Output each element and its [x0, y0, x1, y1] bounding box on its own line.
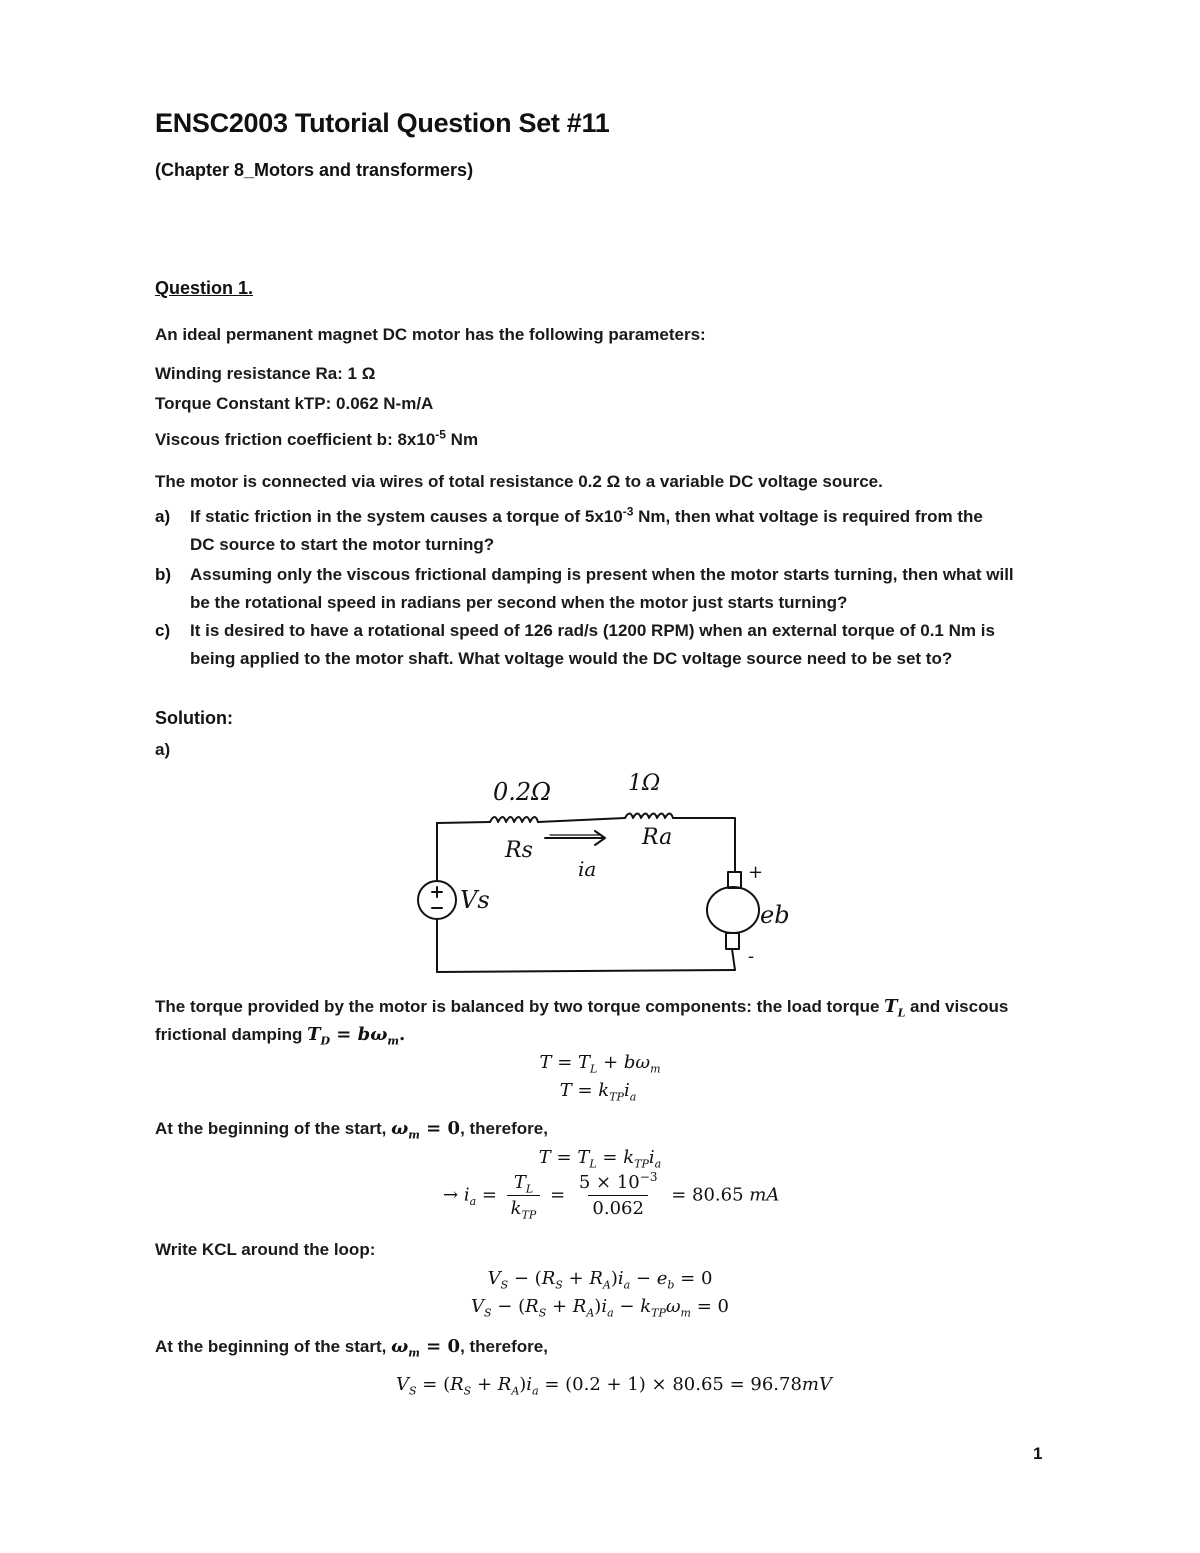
rs-value-label: 0.2Ω: [493, 778, 552, 806]
torque-balance-text: The torque provided by the motor is balanced by two torque components: the load torque: [155, 997, 880, 1016]
start-condition-2: At the beginning of the start, $\omega_m = 0$, therefore,: [155, 1336, 548, 1360]
top-wire-middle: [538, 818, 625, 822]
document-subtitle: (Chapter 8_Motors and transformers): [155, 160, 474, 180]
param-torque-constant: Torque Constant kTP: 0.062 N-m/A: [155, 394, 434, 413]
item-a-exponent: -3: [622, 504, 634, 519]
current-result: 80.65: [692, 1184, 744, 1206]
equation-static-torque: $T = T_L = k_{TP}i_a$: [538, 1147, 662, 1171]
source-label: Vs: [460, 886, 490, 914]
item-b-line1: Assuming only the viscous frictional damping is present when the motor starts turning, then what will: [190, 565, 1014, 584]
rs-resistor: [490, 817, 538, 822]
question-connection: The motor is connected via wires of total resistance 0.2 Ω to a variable DC voltage source.: [155, 472, 883, 491]
start-condition-1: At the beginning of the start, $\omega_m = 0$, therefore,: [155, 1118, 548, 1142]
current-unit: mA: [749, 1184, 780, 1206]
equation-current: → $i_a$ = $\frac{T_L}{k_{TP}}$ = $\frac{5 \times 10^{-3}}{0.062}$ = 80.65 mA: [443, 1170, 780, 1222]
right-wire-top: [673, 818, 735, 872]
question-heading: Question 1.: [155, 278, 254, 298]
zero-value-1: 0: [447, 1118, 461, 1139]
item-b-label: b): [155, 565, 172, 584]
param-winding-resistance: Winding resistance Ra: 1 Ω: [155, 364, 376, 383]
torque-balance-line1: The torque provided by the motor is balanced by two torque components: the load torque $T_L$ and viscous: [155, 996, 1009, 1020]
item-a-suffix: Nm, then what voltage is required from the: [633, 507, 983, 526]
motor-brush-top: [728, 872, 741, 888]
ra-value-label: 1Ω: [628, 771, 661, 796]
top-wire-left: [437, 822, 490, 823]
solution-heading: Solution:: [155, 708, 233, 728]
start-condition-1-end: , therefore,: [460, 1119, 548, 1138]
fraction-tl-over-ktp: $\frac{T_L}{k_{TP}}$: [507, 1172, 541, 1219]
fraction-numerator-exp: −3: [639, 1170, 658, 1184]
ra-resistor: [625, 814, 673, 819]
param-viscous-prefix: Viscous friction coefficient b: 8x10: [155, 430, 436, 449]
item-a-line1: [190, 504, 983, 527]
fraction-numeric: [575, 1172, 662, 1219]
torque-balance-line2: frictional damping $T_D = b\omega_m$.: [155, 1024, 406, 1048]
rs-label: Rs: [505, 838, 533, 863]
motor-body: [707, 887, 759, 933]
param-viscous-suffix: Nm: [445, 430, 479, 449]
frictional-damping-text: frictional damping: [155, 1025, 303, 1044]
start-condition-2-text: At the beginning of the start,: [155, 1337, 387, 1356]
equation-torque-constant: $T = k_{TP}i_a$: [559, 1080, 637, 1104]
item-c-line1: It is desired to have a rotational speed of 126 rad/s (1200 RPM) when an external torque of 0.1 Nm is: [190, 621, 995, 640]
fraction-denominator: 0.062: [588, 1195, 648, 1219]
item-a-prefix: If static friction in the system causes a torque of 5x10: [190, 507, 623, 526]
torque-balance-end: and viscous: [910, 997, 1009, 1016]
question-intro: An ideal permanent magnet DC motor has the following parameters:: [155, 325, 706, 344]
item-b-line2: be the rotational speed in radians per second when the motor just starts turning?: [190, 593, 848, 612]
document-title: ENSC2003 Tutorial Question Set #11: [155, 108, 610, 138]
vs-unit: mV: [801, 1374, 832, 1395]
right-wire-bottom: [732, 949, 735, 970]
motor-brush-bottom: [726, 933, 739, 949]
item-c-label: c): [155, 621, 171, 640]
param-viscous-friction: [155, 427, 479, 450]
kcl-text: Write KCL around the loop:: [155, 1240, 376, 1259]
item-a-label: a): [155, 507, 171, 526]
param-viscous-exponent: -5: [435, 427, 446, 442]
solution-part-a-label: a): [155, 740, 171, 759]
page-number: 1: [1033, 1444, 1043, 1463]
bottom-wire: [437, 970, 735, 972]
start-condition-1-text: At the beginning of the start,: [155, 1119, 387, 1138]
fraction-numerator: 5 × 10: [578, 1172, 640, 1193]
item-a-line2: DC source to start the motor turning?: [190, 535, 495, 554]
equation-vs-result: $V_S = (R_S + R_A)i_a = (0.2 + 1) \times 80.65 = 96.78mV$: [396, 1374, 832, 1398]
equation-kcl-1: $V_S - (R_S + R_A)i_a - e_b = 0$: [487, 1268, 713, 1292]
start-condition-2-end: , therefore,: [460, 1337, 548, 1356]
equation-torque-sum: $T = T_L + b\omega_m$: [539, 1052, 661, 1076]
vs-numeric: (0.2 + 1) × 80.65 = 96.78: [565, 1374, 802, 1395]
emf-minus: -: [748, 946, 755, 967]
item-c-line2: being applied to the motor shaft. What voltage would the DC voltage source need to be set to?: [190, 649, 953, 668]
zero-value-2: 0: [447, 1336, 461, 1357]
emf-label: eb: [760, 901, 790, 929]
equation-kcl-2: $V_S - (R_S + R_A)i_a - k_{TP}\omega_m = 0$: [471, 1296, 729, 1320]
current-arrow: [545, 831, 605, 845]
current-label: ia: [578, 857, 597, 881]
ra-label: Ra: [642, 825, 673, 850]
circuit-diagram: [410, 760, 790, 985]
emf-plus: +: [748, 862, 764, 883]
source-plus-sign: [432, 887, 442, 897]
